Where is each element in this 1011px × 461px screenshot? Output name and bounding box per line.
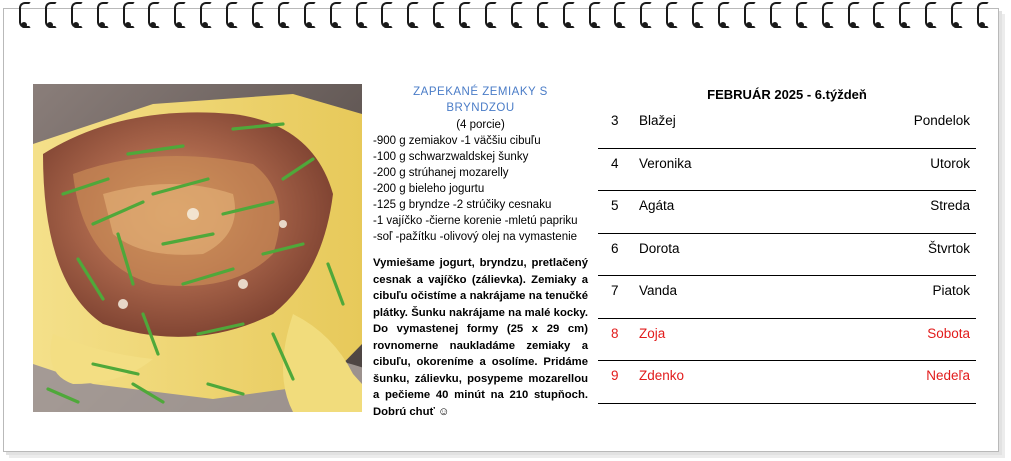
spiral-ring [432,0,444,30]
spiral-ring [743,0,755,30]
day-number: 6 [611,240,619,256]
weekday: Pondelok [913,113,970,128]
spiral-ring [355,0,367,30]
spiral-ring [173,0,185,30]
recipe [373,84,588,420]
spiral-ring [277,0,289,30]
day-list [598,106,976,404]
spiral-ring [484,0,496,30]
spiral-ring [510,0,522,30]
spiral-ring [588,0,600,30]
weekday: Sobota [927,325,970,341]
name-day: Dorota [639,240,680,256]
recipe-title: ZAPEKANÉ ZEMIAKY S BRYNDZOU [413,86,548,114]
day-number: 3 [611,113,619,128]
spiral-ring [717,0,729,30]
ingredient-item: -200 g strúhanej mozarelly [373,167,509,179]
spiral-ring [821,0,833,30]
food-image [33,84,362,412]
day-row [598,191,976,234]
day-row [598,234,976,277]
ingredient-item: -125 g bryndze -2 strúčiky cesnaku [373,199,552,211]
recipe-portions: (4 porcie) [456,119,505,131]
spiral-ring [225,0,237,30]
name-day: Veronika [639,155,692,171]
day-number: 7 [611,283,619,298]
spiral-ring [924,0,936,30]
weekday: Nedeľa [926,368,970,383]
spiral-ring [898,0,910,30]
spiral-ring [691,0,703,30]
day-row [598,319,976,362]
name-day: Zdenko [639,368,685,383]
ingredient-item: -200 g bieleho jogurtu [373,183,485,195]
ingredient-item: -900 g zemiakov -1 väčšiu cibuľu [373,135,541,147]
weekday: Utorok [930,155,970,171]
week-calendar [598,84,976,404]
weekday: Piatok [932,283,970,298]
spiral-ring [199,0,211,30]
spiral-ring [303,0,315,30]
ingredient-item: -soľ -pažítku -olivový olej na vymastenie [373,231,578,243]
spiral-ring [562,0,574,30]
spiral-ring [639,0,651,30]
spiral-ring [122,0,134,30]
day-number: 5 [611,198,619,213]
spiral-ring [613,0,625,30]
spiral-ring [251,0,263,30]
calendar-header: FEBRUÁR 2025 - 6.týždeň [707,87,867,102]
spiral-ring [96,0,108,30]
spiral-ring [872,0,884,30]
day-row [598,276,976,319]
spiral-ring [380,0,392,30]
spiral-ring [458,0,470,30]
name-day: Vanda [639,283,678,298]
recipe-steps: Vymiešame jogurt, bryndzu, pretlačený cesnak a vajíčko (zálievka). Zemiaky a cibuľu očistíme a nakrájame na tenučké plátky. Šunku nakrájame na malé kocky. Do vymastenej formy (25 x 29 cm) rovnomerne naukladáme zemiaky a cibuľu, okoreníme a osolíme. Pridáme šunku, zálievku, posypeme mozarellou a pečieme 40 minút na 210 stupňoch. Dobrú chuť ☺ [373,257,588,418]
weekday: Štvrtok [927,240,970,256]
spiral-ring [18,0,30,30]
weekday: Streda [930,198,970,213]
spiral-ring [70,0,82,30]
spiral-ring [976,0,988,30]
spiral-ring [329,0,341,30]
ingredient-item: -100 g schwarzwaldskej šunky [373,151,529,163]
spiral-ring [147,0,159,30]
spiral-ring [44,0,56,30]
spiral-ring [536,0,548,30]
recipe-photo [33,84,362,412]
name-day: Blažej [639,113,676,128]
day-number: 4 [611,155,619,171]
spiral-ring [665,0,677,30]
day-number: 8 [611,325,619,341]
day-number: 9 [611,368,619,383]
day-row [598,149,976,192]
day-row [598,361,976,404]
spiral-ring [795,0,807,30]
spiral-ring [769,0,781,30]
day-row [598,106,976,149]
ingredient-item: -1 vajíčko -čierne korenie -mletú papriku [373,215,578,227]
name-day: Agáta [639,198,675,213]
spiral-ring [847,0,859,30]
spiral-binding [18,0,988,32]
name-day: Zoja [639,325,666,341]
spiral-ring [950,0,962,30]
spiral-ring [406,0,418,30]
ingredient-list [373,133,588,245]
